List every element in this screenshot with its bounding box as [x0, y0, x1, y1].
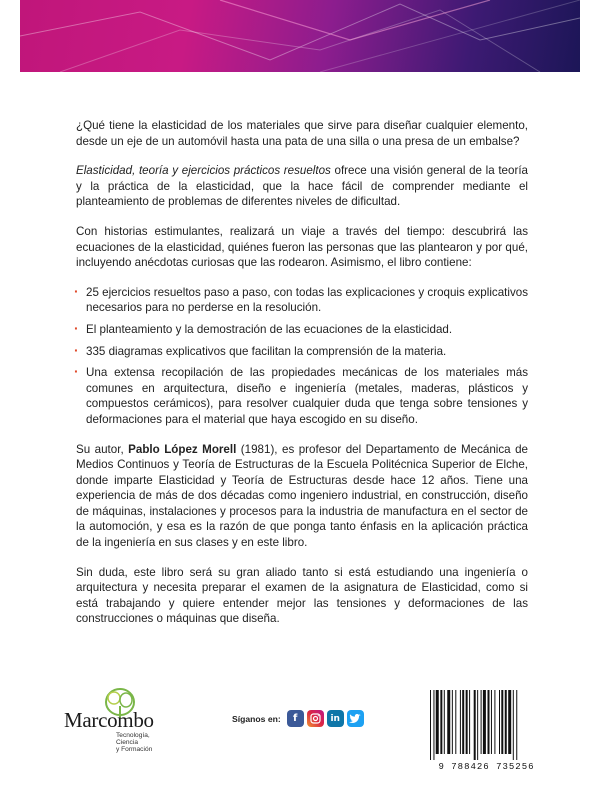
linkedin-icon[interactable]: in [327, 710, 344, 727]
back-cover-text [76, 118, 528, 641]
banner-lines [20, 0, 580, 72]
instagram-icon[interactable] [307, 710, 324, 727]
book-title: Elasticidad, teoría y ejercicios prácticos resueltos [76, 164, 331, 178]
list-item: · El planteamiento y la demostración de las ecuaciones de la elasticidad. [76, 322, 528, 338]
author-paragraph: Su autor, Pablo López Morell (1981), es profesor del Departamento de Mecánica de Medios Continuos y Teoría de Estructuras de la Escuela Politécnica Superior de Elche, donde imparte Elasticidad y Teoría de Estructuras desde hace 12 años. Tiene una experiencia de más de dos décadas como ingeniero industrial, en construcción, diseño de máquinas, instalaciones y procesos para la industria de manufactura en el sector de la automoción, y esa es la razón de que ponga tanto énfasis en la aplicación práctica de la ingeniería en sus clases y en este libro. [76, 442, 528, 550]
contents-list [76, 285, 528, 428]
list-item: · 335 diagramas explicativos que facilitan la comprensión de la materia. [76, 344, 528, 360]
publisher-tagline: Tecnología, Ciencia y Formación [116, 732, 153, 754]
history-paragraph: Con historias estimulantes, realizará un viaje a través del tiempo: descubrirá las ecuaciones de la elasticidad, quiénes fueron las personas que las plantearon y por qué, incluyendo anécdotas curiosas que las rodearon. Asimismo, el libro contiene: [76, 224, 528, 270]
list-item: · 25 ejercicios resueltos paso a paso, con todas las explicaciones y croquis explicativos necesarios para no perderse en la resolución. [76, 285, 528, 316]
cover-banner [20, 0, 580, 72]
barcode-bars [424, 688, 549, 760]
intro-question: ¿Qué tiene la elasticidad de los materiales que sirve para diseñar cualquier elemento, desde un eje de un automóvil hasta una pata de una silla o una presa de un embalse? [76, 119, 528, 148]
list-item: · Una extensa recopilación de las propiedades mecánicas de los materiales más comunes en arquitectura, diseño e ingeniería (metales, maderas, plásticos y compuestos cerámicos), para resolver cualquier duda que tenga sobre tensiones y deformaciones para el material que haya escogido en su diseño. [76, 365, 528, 427]
social-label: Síganos en: [232, 713, 281, 724]
closing-paragraph: Sin duda, este libro será su gran aliado tanto si está estudiando una ingeniería o arquitectura y necesita preparar el examen de la asignatura de Elasticidad, como si está trabajando y quiere entender mejor las tensiones y deformaciones de las construcciones o máquinas que diseña. [76, 565, 528, 626]
twitter-icon[interactable] [347, 710, 364, 727]
publisher-logo [60, 688, 180, 768]
isbn-number: 9 788426 735256 [438, 762, 535, 772]
overview-paragraph: Elasticidad, teoría y ejercicios prácticos resueltos ofrece una visión general de la teoría y la práctica de la elasticidad, que la hace fácil de comprender mediante el planteamiento de problemas de diferentes niveles de dificultad. [76, 164, 528, 209]
author-name: Pablo López Morell [128, 442, 237, 456]
isbn-barcode [424, 688, 549, 776]
publisher-name: Marcombo [64, 708, 154, 732]
social-links [232, 710, 367, 727]
facebook-icon[interactable]: f [287, 710, 304, 727]
